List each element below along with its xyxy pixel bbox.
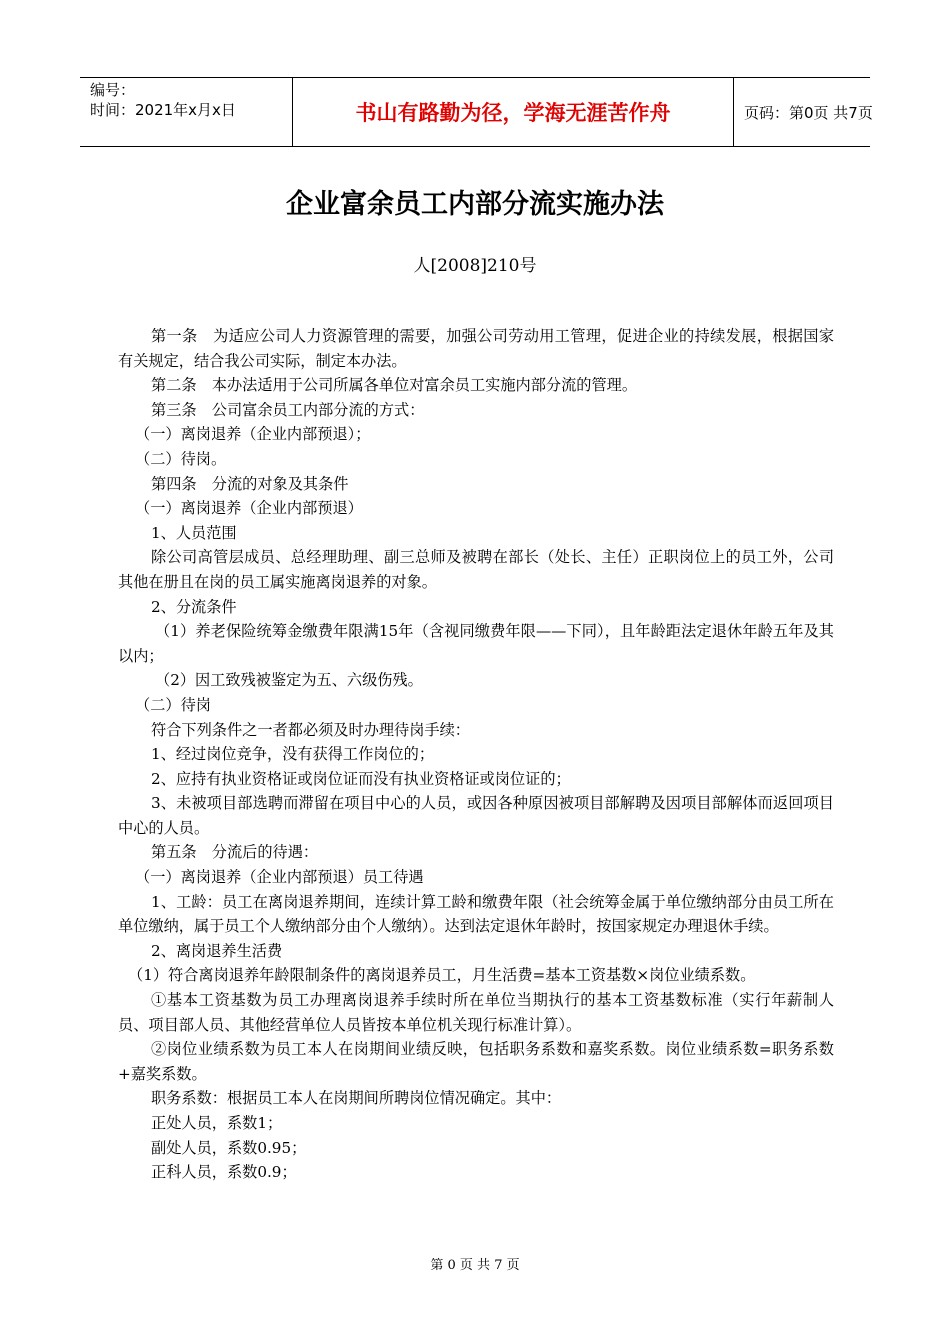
page-footer: 第 0 页 共 7 页: [430, 1258, 520, 1273]
document-number: 人[2008]210号: [413, 256, 537, 276]
paragraph: 1、经过岗位竞争，没有获得工作岗位的；: [151, 745, 435, 764]
paragraph: （1）养老保险统筹金缴费年限满15年（含视同缴费年限——下同），且年龄距法定退休年龄五年及其以内；: [118, 622, 834, 665]
paragraph: 符合下列条件之一者都必须及时办理待岗手续：: [151, 720, 470, 739]
paragraph: 除公司高管层成员、总经理助理、副三总师及被聘在部长（处长、主任）正职岗位上的员工外，公司其他在册且在岗的员工属实施离岗退养的对象。: [118, 548, 834, 591]
paragraph: 1、人员范围: [151, 523, 237, 542]
page-header: [80, 77, 873, 147]
header-motto: 书山有路勤为径，学海无涯苦作舟: [292, 78, 734, 146]
paragraph: 3、未被项目部选聘而滞留在项目中心的人员，或因各种原因被项目部解聘及因项目部解体而返回项目中心的人员。: [118, 794, 834, 837]
paragraph: ②岗位业绩系数为员工本人在岗期间业绩反映，包括职务系数和嘉奖系数。岗位业绩系数=职务系数+嘉奖系数。: [118, 1040, 834, 1083]
paragraph: 2、应持有执业资格证或岗位证而没有执业资格证或岗位证的；: [151, 769, 571, 788]
paragraph: 职务系数：根据员工本人在岗期间所聘岗位情况确定。其中：: [151, 1089, 562, 1108]
article-5: 第五条 分流后的待遇：: [151, 843, 319, 862]
paragraph: 正科人员，系数0.9；: [151, 1163, 297, 1182]
paragraph: 1、工龄：员工在离岗退养期间，连续计算工龄和缴费年限（社会统筹金属于单位缴纳部分由员工所在单位缴纳，属于员工个人缴纳部分由个人缴纳）。达到法定退休年龄时，按国家规定办理退休手续。: [118, 892, 834, 936]
paragraph: ①基本工资基数为员工办理离岗退养手续时所在单位当期执行的基本工资基数标准（实行年薪制人员、项目部人员、其他经营单位人员皆按本单位机关现行标准计算）。: [118, 991, 834, 1034]
article-3-item-1: （一）离岗退养（企业内部预退）；: [135, 425, 371, 444]
article-1: 第一条 为适应公司人力资源管理的需要，加强公司劳动用工管理，促进企业的持续发展，根据国家有关规定，结合我公司实际，制定本办法。: [118, 327, 834, 370]
document-body: [118, 324, 834, 1185]
paragraph: （2）因工致残被鉴定为五、六级伤残。: [155, 671, 423, 690]
paragraph: （1）符合离岗退养年龄限制条件的离岗退养员工，月生活费=基本工资基数×岗位业绩系数。: [128, 966, 756, 985]
article-3: 第三条 公司富余员工内部分流的方式：: [151, 400, 425, 419]
document-time-label: 时间：2021年x月x日: [90, 101, 236, 119]
article-4-section-2: （二）待岗: [135, 695, 211, 714]
document-title: 企业富余员工内部分流实施办法: [286, 189, 664, 220]
article-4-section-1: （一）离岗退养（企业内部预退）: [135, 499, 363, 518]
article-4: 第四条 分流的对象及其条件: [151, 474, 349, 493]
document-number-label: 编号：: [90, 81, 136, 99]
header-info: [80, 78, 292, 146]
paragraph: 正处人员，系数1；: [151, 1114, 283, 1132]
header-page-code: 页码：第0页 共7页: [744, 103, 873, 122]
article-2: 第二条 本办法适用于公司所属各单位对富余员工实施内部分流的管理。: [151, 376, 637, 395]
paragraph: 副处人员，系数0.95；: [151, 1138, 307, 1157]
article-3-item-2: （二）待岗。: [135, 449, 227, 468]
paragraph: 2、分流条件: [151, 597, 237, 616]
paragraph: 2、离岗退养生活费: [151, 941, 283, 960]
article-5-section-1: （一）离岗退养（企业内部预退）员工待遇: [135, 868, 424, 887]
